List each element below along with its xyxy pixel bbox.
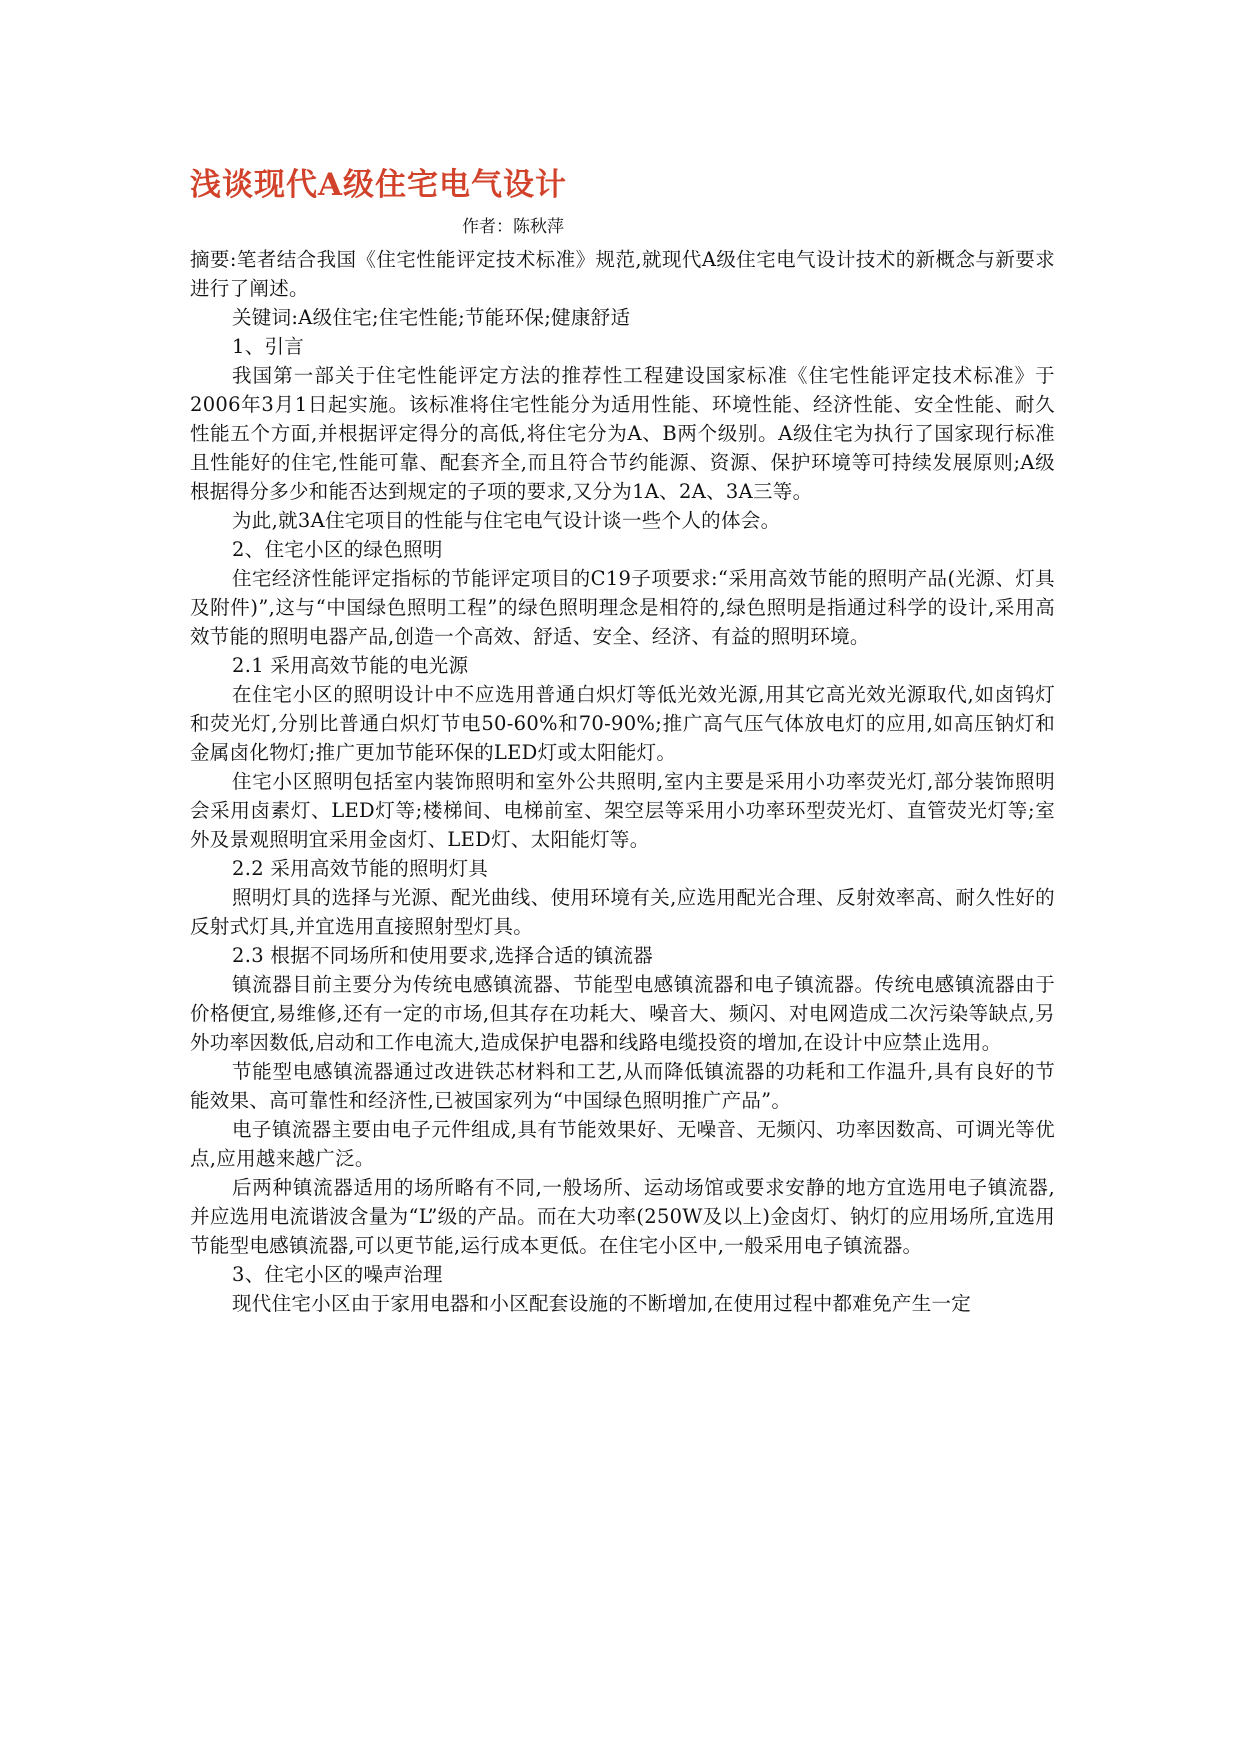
paragraph: 关键词:A级住宅;住宅性能;节能环保;健康舒适 [232,306,631,329]
subsection-heading: 2.2 采用高效节能的照明灯具 [232,857,489,880]
paragraph: 后两种镇流器适用的场所略有不同,一般场所、运动场馆或要求安静的地方宜选用电子镇流器,并应选用电流谐波含量为“L”级的产品。而在大功率(250W及以上)金卤灯、钠灯的应用场所,宜选用节能型电感镇流器,可以更节能,运行成本更低。在住宅小区中,一般采用电子镇流器。 [190,1176,1055,1257]
paragraph: 住宅经济性能评定指标的节能评定项目的C19子项要求:“采用高效节能的照明产品(光源、灯具及附件)”,这与“中国绿色照明工程”的绿色照明理念是相符的,绿色照明是指通过科学的设计,采用高效节能的照明电器产品,创造一个高效、舒适、安全、经济、有益的照明环境。 [190,567,1055,648]
document-page [190,160,1055,1318]
section-heading: 3、住宅小区的噪声治理 [232,1263,443,1286]
paragraph: 我国第一部关于住宅性能评定方法的推荐性工程建设国家标准《住宅性能评定技术标准》于 2006年3月1日起实施。该标准将住宅性能分为适用性能、环境性能、经济性能、安全性能、耐久性能五个方面,并根据评定得分的高低,将住宅分为A、B两个级别。A级住宅为执行了国家现行标准且性能好的住宅,性能可靠、配套齐全,而且符合节约能源、资源、保护环境等可持续发展原则;A级根据得分多少和能否达到规定的子项的要求,又分为1A、2A、3A三等。 [190,364,1055,503]
paragraph: 摘要:笔者结合我国《住宅性能评定技术标准》规范,就现代A级住宅电气设计技术的新概念与新要求进行了阐述。 [190,248,1055,300]
paragraph: 镇流器目前主要分为传统电感镇流器、节能型电感镇流器和电子镇流器。传统电感镇流器由于价格便宜,易维修,还有一定的市场,但其存在功耗大、噪音大、频闪、对电网造成二次污染等缺点,另外功率因数低,启动和工作电流大,造成保护电器和线路电缆投资的增加,在设计中应禁止选用。 [190,973,1055,1054]
document-body [190,245,1055,1318]
paragraph: 电子镇流器主要由电子元件组成,具有节能效果好、无噪音、无频闪、功率因数高、可调光等优点,应用越来越广泛。 [190,1118,1055,1170]
section-heading: 2、住宅小区的绿色照明 [232,538,443,561]
paragraph: 现代住宅小区由于家用电器和小区配套设施的不断增加,在使用过程中都难免产生一定 [232,1292,972,1315]
section-heading: 1、引言 [232,335,305,358]
subsection-heading: 2.1 采用高效节能的电光源 [232,654,469,677]
paragraph: 在住宅小区的照明设计中不应选用普通白炽灯等低光效光源,用其它高光效光源取代,如卤钨灯和荧光灯,分别比普通白炽灯节电50-60%和70-90%;推广高气压气体放电灯的应用,如高压钠灯和金属卤化物灯;推广更加节能环保的LED灯或太阳能灯。 [190,683,1055,764]
paragraph: 住宅小区照明包括室内装饰照明和室外公共照明,室内主要是采用小功率荧光灯,部分装饰照明会采用卤素灯、LED灯等;楼梯间、电梯前室、架空层等采用小功率环型荧光灯、直管荧光灯等;室外及景观照明宜采用金卤灯、LED灯、太阳能灯等。 [190,770,1055,851]
paragraph: 为此,就3A住宅项目的性能与住宅电气设计谈一些个人的体会。 [232,509,781,532]
subsection-heading: 2.3 根据不同场所和使用要求,选择合适的镇流器 [232,944,654,967]
document-title: 浅谈现代A级住宅电气设计 [190,167,568,203]
paragraph: 节能型电感镇流器通过改进铁芯材料和工艺,从而降低镇流器的功耗和工作温升,具有良好的节能效果、高可靠性和经济性,已被国家列为“中国绿色照明推广产品”。 [190,1060,1055,1112]
paragraph: 照明灯具的选择与光源、配光曲线、使用环境有关,应选用配光合理、反射效率高、耐久性好的反射式灯具,并宜选用直接照射型灯具。 [190,886,1055,938]
document-author: 作者：陈秋萍 [462,217,564,237]
